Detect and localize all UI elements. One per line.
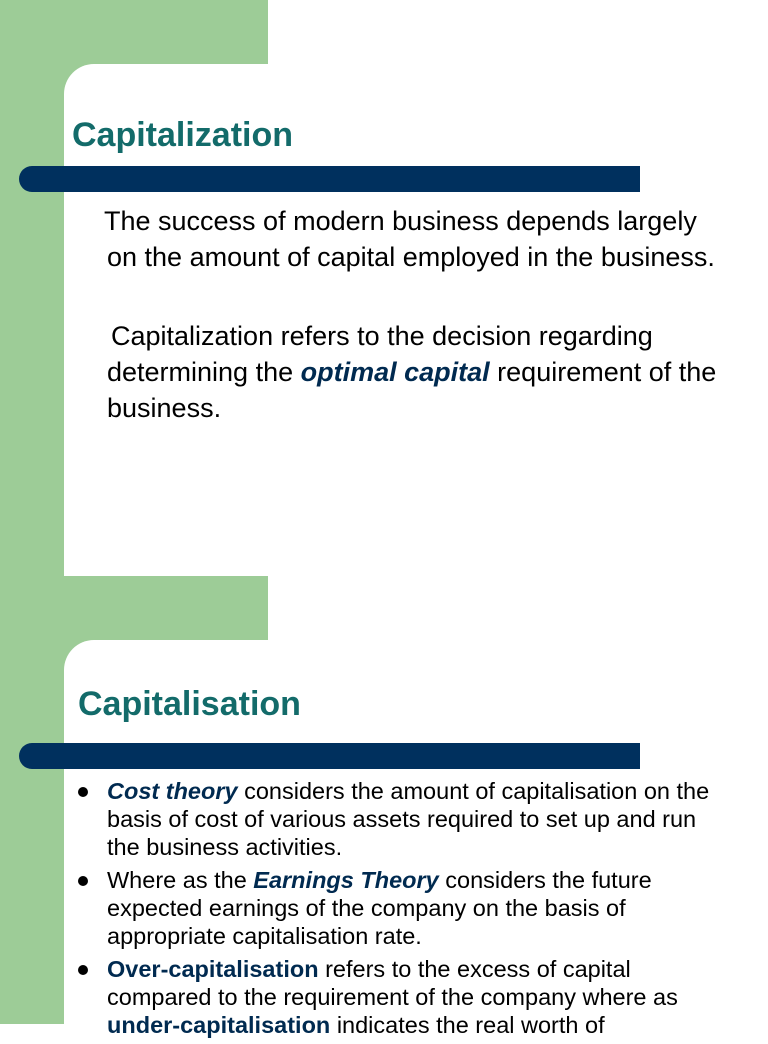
slide1-title-bar (19, 166, 640, 192)
slide2-title-bar (19, 743, 640, 769)
optimal-capital-emphasis: optimal capital (300, 357, 490, 387)
slide2-title: Capitalisation (78, 685, 301, 723)
slide2-bullet-list (78, 777, 718, 1044)
slide1-paragraph-1: The success of modern business depends largely on the amount of capital employed in the business. (104, 206, 715, 272)
bullet-dot (78, 787, 88, 797)
bullet-item: Over-capitalisation refers to the excess of capital compared to the requirement of the company where as under-capitalisation indicates the real worth of (78, 955, 718, 1039)
bullet-dot (78, 876, 88, 886)
bullet-item: Where as the Earnings Theory considers the future expected earnings of the company on the basis of appropriate capitalisation rate. (78, 866, 718, 950)
slide1-paragraph-2: Capitalization refers to the decision regarding determining the optimal capital requirement of the business. (107, 321, 717, 423)
bullet-dot (78, 965, 88, 975)
bullet-item: Cost theory considers the amount of capitalisation on the basis of cost of various assets required to set up and run the business activities. (78, 777, 718, 861)
slide1-title: Capitalization (72, 116, 294, 154)
